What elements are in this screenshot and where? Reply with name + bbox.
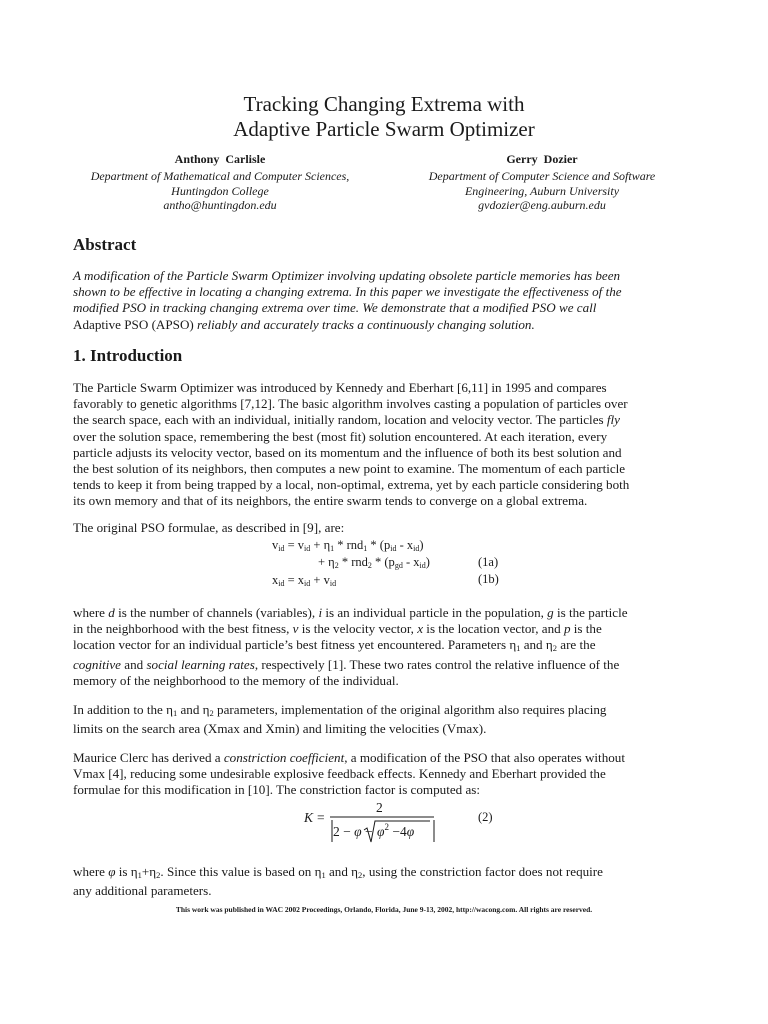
paragraph-line bbox=[73, 657, 696, 673]
symbol-g: g bbox=[547, 605, 554, 620]
equals-sign: = bbox=[317, 810, 325, 825]
symbol-phi: φ bbox=[108, 864, 116, 879]
text-run: is the velocity vector, bbox=[298, 621, 418, 637]
paragraph-line bbox=[73, 621, 696, 637]
equation-1b: $x_{id} = x_{id} + v_{id}$ bbox=[272, 573, 337, 588]
paper-title-line-1: Tracking Changing Extrema with bbox=[243, 92, 525, 116]
author-affiliation-line-1: Department of Computer Science and Software bbox=[428, 169, 656, 183]
radicand: $\varphi^2 -4\varphi$ bbox=[377, 822, 415, 839]
paragraph-line: location vector for an individual particle’s best fitness yet encountered. Parameters $\eta_1$ and $\eta_2$ are the bbox=[73, 637, 596, 654]
paragraph-line: The original PSO formulae, as described in [9], are: bbox=[73, 520, 345, 535]
text-run: the search space, each with an individual, initially random, location and velocity vector. The particles bbox=[73, 412, 607, 428]
text-run: in the neighborhood with the best fitness, bbox=[73, 621, 293, 637]
text-run: is the bbox=[570, 621, 602, 637]
symbol-p: p bbox=[563, 621, 571, 637]
abstract-line: modified PSO in tracking changing extrema over time. We demonstrate that a modified PSO we call bbox=[73, 300, 597, 316]
text-run: and bbox=[177, 702, 203, 717]
abstract-line-end: reliably and accurately tracks a continuously changing solution. bbox=[193, 316, 535, 332]
paragraph-line bbox=[73, 412, 696, 428]
paragraph-line: Vmax [4], reducing some undesirable explosive feedback effects. Kennedy and Eberhart provided the bbox=[73, 766, 606, 782]
author-block-2 bbox=[392, 152, 692, 213]
paper-title-line-2: Adaptive Particle Swarm Optimizer bbox=[233, 117, 535, 141]
term-constriction-coefficient: constriction coefficient bbox=[223, 750, 345, 765]
author-affiliation-line-2: Engineering, Auburn University bbox=[464, 183, 620, 198]
paragraph-line: limits on the search area (Xmax and Xmin) and limiting the velocities (Vmax). bbox=[73, 721, 487, 737]
paragraph-line bbox=[73, 750, 696, 766]
text-run: , using the constriction factor does not require bbox=[362, 864, 603, 879]
text-run: In addition to the bbox=[73, 702, 167, 717]
author-affiliation-line-1: Department of Mathematical and Computer Sciences, bbox=[90, 169, 350, 183]
abstract-line bbox=[73, 317, 696, 333]
text-run: are the bbox=[556, 637, 596, 653]
intro-paragraph-1 bbox=[73, 380, 696, 510]
emphasis-fly: fly bbox=[606, 412, 620, 428]
term-social-learning-rates: social learning rates bbox=[146, 656, 255, 672]
text-run: is the number of channels (variables), bbox=[114, 605, 319, 620]
author-name: Anthony Carlisle bbox=[174, 152, 266, 166]
paragraph-line: any additional parameters. bbox=[73, 883, 212, 899]
publication-footer: This work was published in WAC 2002 Proceedings, Orlando, Florida, June 9-13, 2002, http://wacong.com. All rights are reserved. bbox=[175, 905, 593, 914]
denominator-start: 2 − φ − bbox=[333, 824, 373, 839]
text-run: where bbox=[73, 605, 109, 620]
author-name: Gerry Dozier bbox=[506, 152, 578, 166]
equation-2 bbox=[300, 798, 450, 848]
paragraph-line: favorably to genetic algorithms [7,12]. The basic algorithm involves casting a population of particles over bbox=[73, 396, 628, 412]
section-heading-introduction: 1. Introduction bbox=[73, 346, 183, 365]
abstract-line: A modification of the Particle Swarm Optimizer involving updating obsolete particle memories has been bbox=[73, 268, 621, 283]
author-email: antho@huntingdon.edu bbox=[163, 198, 277, 212]
text-run: is the particle bbox=[553, 605, 628, 620]
author-email: gvdozier@eng.auburn.edu bbox=[478, 198, 606, 212]
text-run: is bbox=[115, 864, 131, 879]
paragraph-line: the best solution of its neighbors, then computes a new point to examine. The momentum of each particle bbox=[73, 461, 626, 477]
numerator: 2 bbox=[376, 800, 383, 815]
intro-paragraph-5 bbox=[73, 750, 696, 799]
paragraph-line: memory of the neighborhood to the memory of the individual. bbox=[73, 672, 399, 688]
intro-paragraph-4 bbox=[73, 702, 696, 737]
symbol-v: v bbox=[292, 621, 299, 637]
text-run: location vector for an individual particle’s best fitness yet encountered. Parameters bbox=[73, 637, 510, 653]
intro-paragraph-6 bbox=[73, 864, 696, 899]
paragraph-line: In addition to the $\eta_1$ and $\eta_2$ parameters, implementation of the original algorithm also requires placing bbox=[73, 702, 607, 718]
author-block-1 bbox=[70, 152, 370, 213]
text-run: . Since this value is based on bbox=[160, 864, 315, 879]
text-run: where bbox=[73, 864, 109, 879]
equation-1a-line-1: $v_{id} = v_{id} + \eta_1 * rnd_1 * (p_{id} - x_{id})$ bbox=[272, 538, 424, 553]
intro-paragraph-2 bbox=[73, 520, 696, 536]
equation-number-1a: (1a) bbox=[478, 555, 499, 569]
paragraph-line: formulae for this modification in [10]. The constriction factor is computed as: bbox=[73, 782, 481, 798]
text-run: and bbox=[121, 656, 147, 672]
symbol-k: K bbox=[304, 810, 314, 825]
symbol-i: i bbox=[318, 605, 323, 620]
text-run: and bbox=[325, 864, 352, 879]
paragraph-line: The Particle Swarm Optimizer was introduced by Kennedy and Eberhart [6,11] in 1995 and compares bbox=[73, 380, 607, 395]
paragraph-line: where φ is $\eta_1+\eta_2$. Since this value is based on $\eta_1$ and $\eta_2$, using the constriction factor does not require bbox=[73, 864, 603, 880]
abstract-text bbox=[73, 268, 696, 333]
abstract-line: shown to be effective in locating a changing extrema. In this paper we investigate the effectiveness of the bbox=[73, 284, 622, 300]
paragraph-line: its own memory and that of its neighbors, the entire swarm tends to converge on a global extrema. bbox=[73, 493, 588, 509]
paragraph-line bbox=[73, 605, 696, 621]
paragraph-line: tends to keep it from being trapped by a local, non-optimal, extrema, yet by each particle considering both bbox=[73, 477, 630, 493]
symbol-d: d bbox=[108, 605, 115, 620]
text-run: parameters, implementation of the original algorithm also requires placing bbox=[213, 702, 607, 717]
equation-number-1b: (1b) bbox=[478, 572, 499, 586]
term-cognitive: cognitive bbox=[73, 656, 121, 672]
equation-1a-line-2: + $\eta_2 * rnd_2 * (p_{gd} - x_{id})$ bbox=[318, 555, 430, 570]
text-run: is the location vector, and bbox=[423, 621, 564, 637]
text-run: Maurice Clerc has derived a bbox=[73, 750, 224, 765]
equation-2-graphic bbox=[300, 798, 450, 848]
symbol-x: x bbox=[417, 621, 424, 637]
paragraph-line: over the solution space, remembering the best (most fit) solution encountered. At each iteration, every bbox=[73, 428, 608, 444]
intro-paragraph-3 bbox=[73, 605, 696, 689]
text-run: and bbox=[520, 637, 546, 653]
abstract-heading: Abstract bbox=[73, 235, 137, 254]
text-run: is an individual particle in the population, bbox=[322, 605, 548, 620]
apso-name: Adaptive PSO (APSO) bbox=[73, 316, 194, 332]
paragraph-line: particle adjusts its velocity vector, based on its momentum and the influence of both its best solution and bbox=[73, 444, 622, 460]
author-affiliation-line-2: Huntingdon College bbox=[171, 183, 269, 198]
text-run: , respectively [1]. These two rates control the relative influence of the bbox=[254, 656, 620, 672]
equation-number-2: (2) bbox=[478, 810, 493, 824]
text-run: , a modification of the PSO that also operates without bbox=[344, 750, 625, 765]
